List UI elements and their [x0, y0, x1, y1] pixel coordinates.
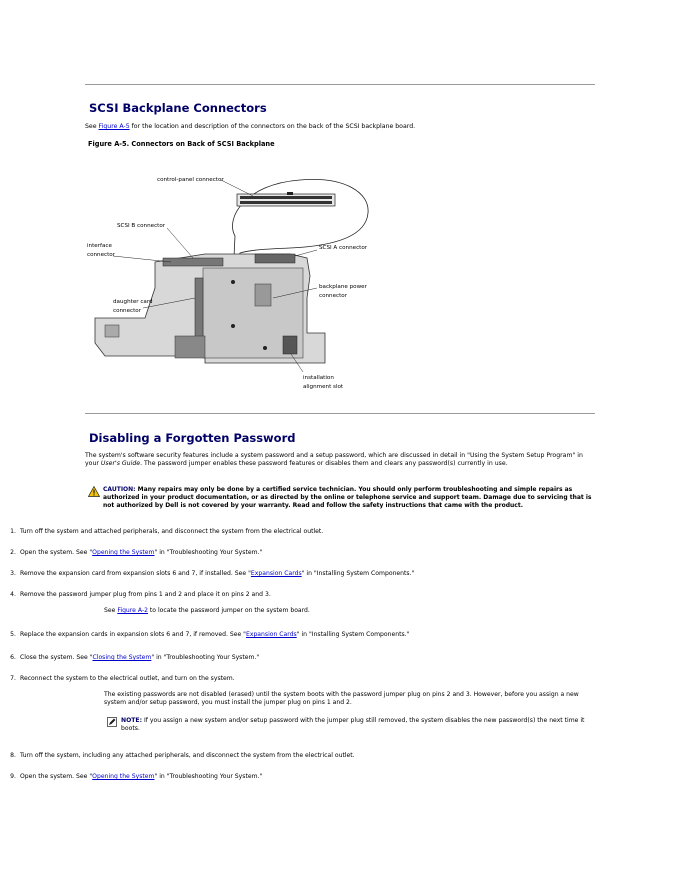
sub-text: See [104, 607, 118, 614]
expansion-cards-link[interactable]: Expansion Cards [250, 570, 302, 577]
step-text: Reconnect the system to the electrical outlet, and turn on the system. [20, 675, 235, 682]
callout-daughter-card: daughter card [113, 299, 153, 305]
step-text-rest: " in "Installing System Components." [301, 570, 415, 577]
step-7-detail: The existing passwords are not disabled (erased) until the system boots with the password jumper plug on pins 2 and 3. However, before you assign a new system and/or setup password, you must install the jumper plug on pins 1 and 2. [104, 691, 579, 707]
intro-text-rest: . The password jumper enables these password features or disables them and clears any password(s) currently in use. [140, 460, 508, 468]
step-number: 1. [10, 528, 16, 535]
callout-alignment: installation [303, 375, 334, 381]
step-number: 5. [10, 631, 16, 638]
expansion-cards-link[interactable]: Expansion Cards [245, 631, 297, 638]
note-label: NOTE: [121, 717, 143, 724]
callout-scsi-a: SCSI A connector [319, 245, 368, 251]
callout-interface-2: connector [87, 252, 116, 258]
callout-interface: interface [87, 243, 112, 249]
callout-scsi-b: SCSI B connector [117, 223, 166, 229]
step-text: Remove the password jumper plug from pins 1 and 2 and place it on pins 2 and 3. [20, 591, 271, 598]
intro-text-rest: for the location and description of the connectors on the back of the SCSI backplane board. [129, 123, 416, 130]
callout-control-panel: control-panel connector [157, 177, 224, 183]
step-number: 4. [10, 591, 16, 598]
step-text-rest: " in "Troubleshooting Your System." [154, 549, 263, 556]
section-title-scsi-backplane: SCSI Backplane Connectors [89, 101, 267, 115]
step-text: Close the system. See " [20, 654, 93, 661]
opening-the-system-link[interactable]: Opening the System [92, 549, 155, 556]
step-number: 6. [10, 654, 16, 661]
figure-a2-link[interactable]: Figure A-2 [117, 607, 148, 614]
figure-caption: Figure A-5. Connectors on Back of SCSI Backplane [88, 140, 275, 148]
section-divider [85, 413, 595, 414]
backplane-illustration [85, 158, 405, 394]
step-text: Remove the expansion card from expansion slots 6 and 7, if installed. See " [20, 570, 251, 577]
caution-body: Many repairs may only be done by a certified service technician. You should only perform troubleshooting and simple repairs as authorized in your product documentation, or as directed by the online or telephone service and support team. Damage due to servicing that is not authorized by Dell is not covered by your warranty. Read and follow the safety instructions that came with the product. [103, 486, 592, 509]
callout-daughter-card-2: connector [113, 308, 142, 314]
step-number: 8. [10, 752, 16, 759]
step-text: Turn off the system, including any attached peripherals, and disconnect the system from the electrical outlet. [20, 752, 355, 759]
caution-text [103, 486, 595, 509]
callout-backplane-power: backplane power [319, 284, 367, 290]
step-number: 3. [10, 570, 16, 577]
backplane-figure [85, 158, 405, 394]
note-icon [107, 717, 117, 727]
sub-text-rest: to locate the password jumper on the system board. [147, 607, 310, 614]
step-text: Replace the expansion cards in expansion slots 6 and 7, if removed. See " [20, 631, 246, 638]
opening-the-system-link[interactable]: Opening the System [92, 773, 155, 780]
step-text-rest: " in "Troubleshooting Your System." [154, 773, 263, 780]
step-text-rest: " in "Installing System Components." [296, 631, 410, 638]
step-4-note [104, 607, 594, 615]
step-text: Turn off the system and attached peripherals, and disconnect the system from the electrical outlet. [20, 528, 324, 535]
section-divider [85, 84, 595, 85]
caution-label: CAUTION: [103, 486, 136, 493]
step-number: 2. [10, 549, 16, 556]
step-text: Open the system. See " [20, 773, 93, 780]
step-number: 7. [10, 675, 16, 682]
caution-icon [88, 486, 100, 497]
step-text: Open the system. See " [20, 549, 93, 556]
section-intro [85, 123, 597, 131]
closing-the-system-link[interactable]: Closing the System [92, 654, 152, 661]
figure-a5-link[interactable]: Figure A-5 [98, 123, 130, 130]
note-body: If you assign a new system and/or setup password with the jumper plug still removed, the system disables the new password(s) the next time it boots. [121, 717, 585, 733]
password-intro [85, 452, 597, 469]
users-guide-ref: User's Guide [100, 460, 141, 468]
note-text [121, 717, 591, 733]
step-text-rest: " in "Troubleshooting Your System." [151, 654, 260, 661]
callout-alignment-2: alignment slot [303, 384, 344, 390]
intro-text: The system's software security features include a system password and a setup password, which are discussed in detail in "Using the System Setup Program" in your [85, 452, 583, 468]
section-title-password: Disabling a Forgotten Password [89, 431, 296, 445]
step-number: 9. [10, 773, 16, 780]
callout-backplane-power-2: connector [319, 293, 348, 299]
intro-text: See [85, 123, 99, 130]
